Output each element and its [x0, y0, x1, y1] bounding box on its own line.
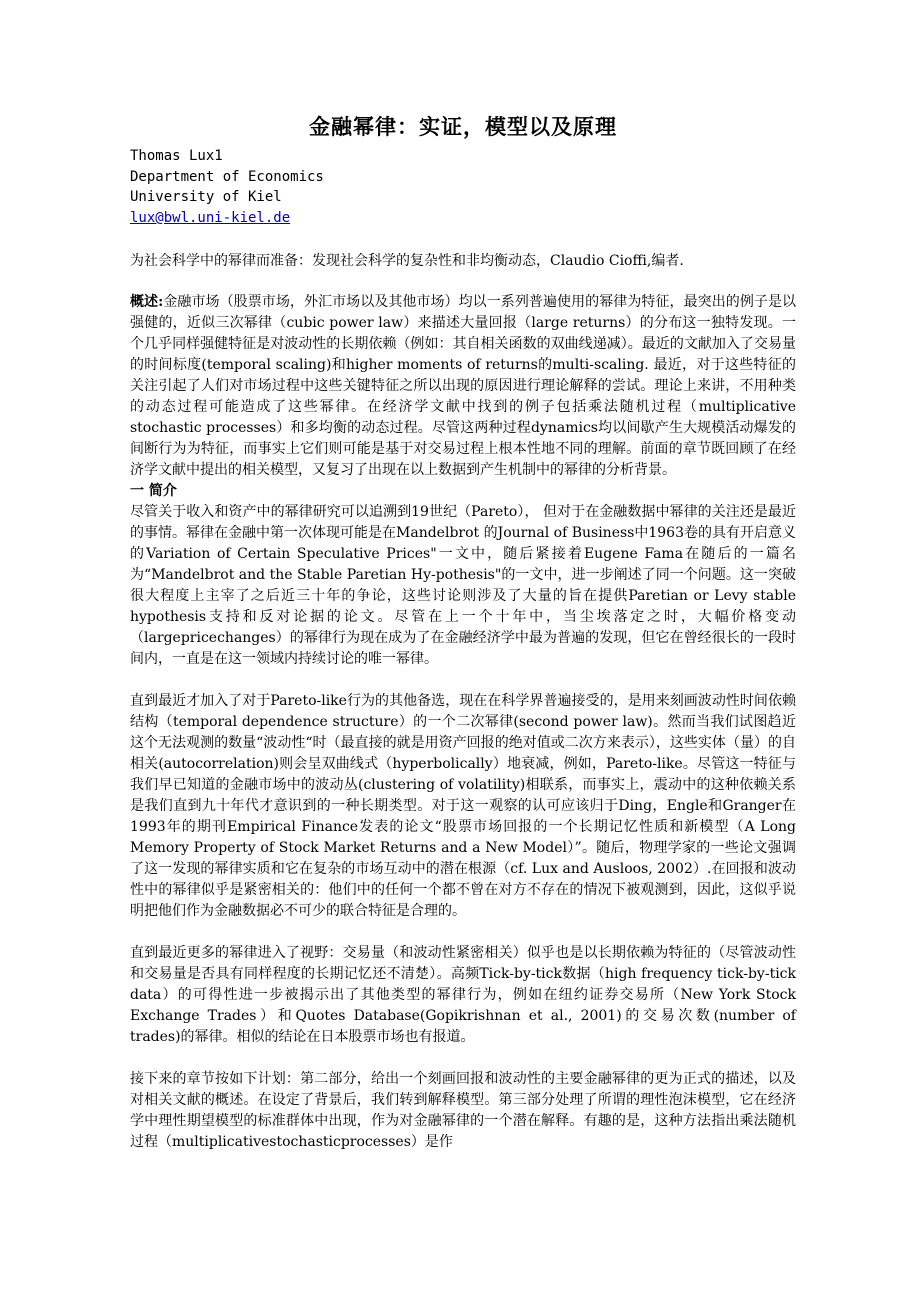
intro-paragraph-4: 接下来的章节按如下计划：第二部分，给出一个刻画回报和波动性的主要金融幂律的更为正式的描述，以及对相关文献的概述。在设定了背景后，我们转到解释模型。第三部分处理了所谓的理性泡沫模型，它在经济学中理性期望模型的标准群体中出现，作为对金融幂律的一个潜在解释。有趣的是，这种方法指出乘法随机过程（multiplicativestochasticprocesses）是作	[130, 1071, 796, 1151]
intro-paragraph-2: 直到最近才加入了对于Pareto-like行为的其他备选，现在在科学界普遍接受的，是用来刻画波动性时间依赖结构（temporal dependence structure）的一个二次幂律(second power law)。然而当我们试图趋近这个无法观测的数量“波动性“时（最直接的就是用资产回报的绝对值或二次方来表示），这些实体（量）的自相关(autocorrelation)则会呈双曲线式（hyperbolically）地衰减，例如，Pareto-like。尽管这一特征与我们早已知道的金融市场中的波动丛(clustering of volatility)相联系，而事实上，震动中的这种依赖关系是我们直到九十年代才意识到的一种长期类型。对于这一观察的认可应该归于Ding，Engle和Granger在1993年的期刊Empirical Finance发表的论文“股票市场回报的一个长期记忆性质和新模型（A Long Memory Property of Stock Market Returns and a New Model）”。随后，物理学家的一些论文强调了这一发现的幂律实质和它在复杂的市场互动中的潜在根源（cf. Lux and Ausloos, 2002）.在回报和波动性中的幂律似乎是紧密相关的：他们中的任何一个都不曾在对方不存在的情况下被观测到，因此，这似乎说明把他们作为金融数据必不可少的联合特征是合理的。	[130, 693, 796, 920]
section-heading-introduction: 一 简介	[130, 483, 177, 500]
source-note: 为社会科学中的幂律而准备：发现社会科学的复杂性和非均衡动态，Claudio Cioffi,编者.	[130, 253, 684, 270]
intro-paragraph-1: 尽管关于收入和资产中的幂律研究可以追溯到19世纪（Pareto）， 但对于在金融数据中幂律的关注还是最近的事情。幂律在金融中第一次体现可能是在Mandelbrot 的Journal of Business中1963卷的具有开启意义的Variation of Certain Speculative Prices"一文中，随后紧接着Eugene Fama在随后的一篇名为“Mandelbrot and the Stable Paretian Hy-pothesis"的一文中，进一步阐述了同一个问题。这一突破很大程度上主宰了之后近三十年的争论，这些讨论则涉及了大量的旨在提供Paretian or Levy stable hypothesis支持和反对论据的论文。尽管在上一个十年中，当尘埃落定之时，大幅价格变动（largepricechanges）的幂律行为现在成为了在金融经济学中最为普遍的发现，但它在曾经很长的一段时间内，一直是在这一领域内持续讨论的唯一幂律。	[130, 504, 796, 668]
document-page	[130, 112, 796, 1153]
author-university: University of Kiel	[130, 189, 282, 206]
author-name: Thomas Lux1	[130, 148, 223, 164]
paper-title: 金融幂律：实证，模型以及原理	[309, 115, 617, 139]
abstract-label: 概述:	[130, 294, 164, 311]
intro-paragraph-3: 直到最近更多的幂律进入了视野：交易量（和波动性紧密相关）似乎也是以长期依赖为特征的（尽管波动性和交易量是否具有同样程度的长期记忆还不清楚）。高频Tick-by-tick数据（high frequency tick-by-tick data）的可得性进一步被揭示出了其他类型的幂律行为，例如在纽约证券交易所（New York Stock Exchange Trades）和Quotes Database(Gopikrishnan et al., 2001)的交易次数(number of trades)的幂律。相似的结论在日本股票市场也有报道。	[130, 945, 796, 1046]
abstract	[130, 292, 796, 481]
author-block	[130, 146, 796, 228]
abstract-text: 金融市场（股票市场，外汇市场以及其他市场）均以一系列普遍使用的幂律为特征，最突出的例子是以强健的，近似三次幂律（cubic power law）来描述大量回报（large returns）的分布这一独特发现。一个几乎同样强健特征是对波动性的长期依赖（例如：其自相关函数的双曲线递减）。最近的文献加入了交易量的时间标度(temporal scaling)和higher moments of returns的multi-scaling. 最近，对于这些特征的关注引起了人们对市场过程中这些关键特征之所以出现的原因进行理论解释的尝试。理论上来讲，不用种类的动态过程可能造成了这些幂律。在经济学文献中找到的例子包括乘法随机过程（multiplicative stochastic processes）和多均衡的动态过程。尽管这两种过程dynamics均以间歇产生大规模活动爆发的间断行为为特征，而事实上它们则可能是基于对交易过程上根本性地不同的理解。前面的章节既回顾了在经济学文献中提出的相关模型，又复习了出现在以上数据到产生机制中的幂律的分析背景。	[130, 294, 797, 479]
author-email-link[interactable]: lux@bwl.uni-kiel.de	[130, 209, 291, 226]
author-department: Department of Economics	[130, 168, 324, 185]
